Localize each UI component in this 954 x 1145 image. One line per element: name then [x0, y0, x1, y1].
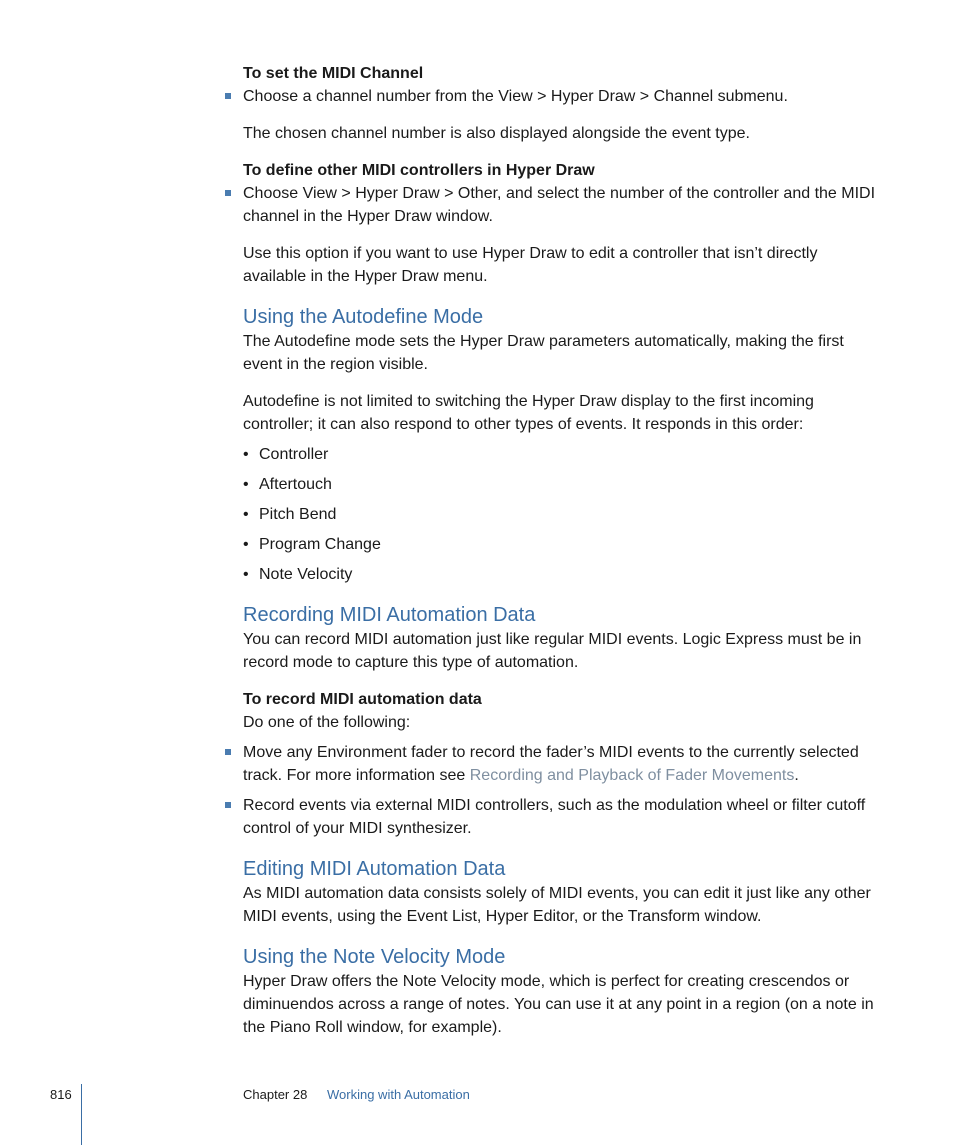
- list-item: [243, 182, 883, 228]
- chapter-title-link[interactable]: Working with Automation: [327, 1087, 470, 1102]
- list-item: • Pitch Bend: [243, 503, 883, 526]
- list-item-text: Choose View > Hyper Draw > Other, and select the number of the controller and the MIDI channel in the Hyper Draw window.: [243, 185, 876, 225]
- section-autodefine: [243, 304, 883, 586]
- paragraph: As MIDI automation data consists solely of MIDI events, you can edit it just like any other MIDI events, using the Event List, Hyper Editor, or the Transform window.: [243, 885, 871, 925]
- paragraph: Use this option if you want to use Hyper Draw to edit a controller that isn’t directly available in the Hyper Draw menu.: [243, 245, 818, 285]
- paragraph: The chosen channel number is also displayed alongside the event type.: [243, 125, 750, 142]
- chapter-label: Chapter 28: [243, 1087, 308, 1102]
- square-bullet-icon: [225, 190, 231, 196]
- page-number: 816: [50, 1087, 72, 1102]
- paragraph: Hyper Draw offers the Note Velocity mode, which is perfect for creating crescendos or diminuendos across a range of notes. You can use it at any point in a region (on a note in the Piano Roll window, for example).: [243, 973, 874, 1036]
- square-bullet-icon: [225, 802, 231, 808]
- list-item-text: Choose a channel number from the View > Hyper Draw > Channel submenu.: [243, 88, 788, 105]
- list-item: • Aftertouch: [243, 473, 883, 496]
- section-note-velocity: [243, 944, 883, 1039]
- square-bullet-icon: [225, 749, 231, 755]
- task-title: To define other MIDI controllers in Hyper Draw: [243, 162, 595, 179]
- paragraph: Do one of the following:: [243, 714, 411, 731]
- list-item: • Program Change: [243, 533, 883, 556]
- paragraph: The Autodefine mode sets the Hyper Draw parameters automatically, making the first event in the region visible.: [243, 333, 844, 373]
- list-item: [243, 85, 883, 108]
- task-set-midi-channel: [243, 62, 883, 145]
- task-title: To set the MIDI Channel: [243, 65, 424, 82]
- task-title: To record MIDI automation data: [243, 691, 482, 708]
- bullet-dot-icon: •: [243, 446, 249, 463]
- section-heading: Using the Autodefine Mode: [243, 306, 484, 328]
- footer-divider: [81, 1084, 82, 1145]
- section-heading: Using the Note Velocity Mode: [243, 946, 506, 968]
- bullet-dot-icon: •: [243, 506, 249, 523]
- section-editing: [243, 856, 883, 928]
- list-item: • Controller: [243, 443, 883, 466]
- order-list: [243, 443, 883, 586]
- section-heading: Editing MIDI Automation Data: [243, 858, 506, 880]
- page-content: [243, 62, 883, 1039]
- paragraph: You can record MIDI automation just like regular MIDI events. Logic Express must be in record mode to capture this type of automation.: [243, 631, 862, 671]
- list-item: Move any Environment fader to record the fader’s MIDI events to the currently selected track. For more information see Recording and Playback of Fader Movements.: [243, 741, 883, 787]
- bullet-dot-icon: •: [243, 536, 249, 553]
- list-item: • Note Velocity: [243, 563, 883, 586]
- paragraph: Autodefine is not limited to switching the Hyper Draw display to the first incoming controller; it can also respond to other types of events. It responds in this order:: [243, 393, 814, 433]
- list-item: Record events via external MIDI controllers, such as the modulation wheel or filter cutoff control of your MIDI synthesizer.: [243, 794, 883, 840]
- page-footer: [0, 1084, 954, 1145]
- cross-reference-link[interactable]: Recording and Playback of Fader Movements: [469, 767, 795, 784]
- section-recording: [243, 602, 883, 840]
- bullet-dot-icon: •: [243, 566, 249, 583]
- task-define-controllers: [243, 159, 883, 288]
- bullet-dot-icon: •: [243, 476, 249, 493]
- section-heading: Recording MIDI Automation Data: [243, 604, 536, 626]
- square-bullet-icon: [225, 93, 231, 99]
